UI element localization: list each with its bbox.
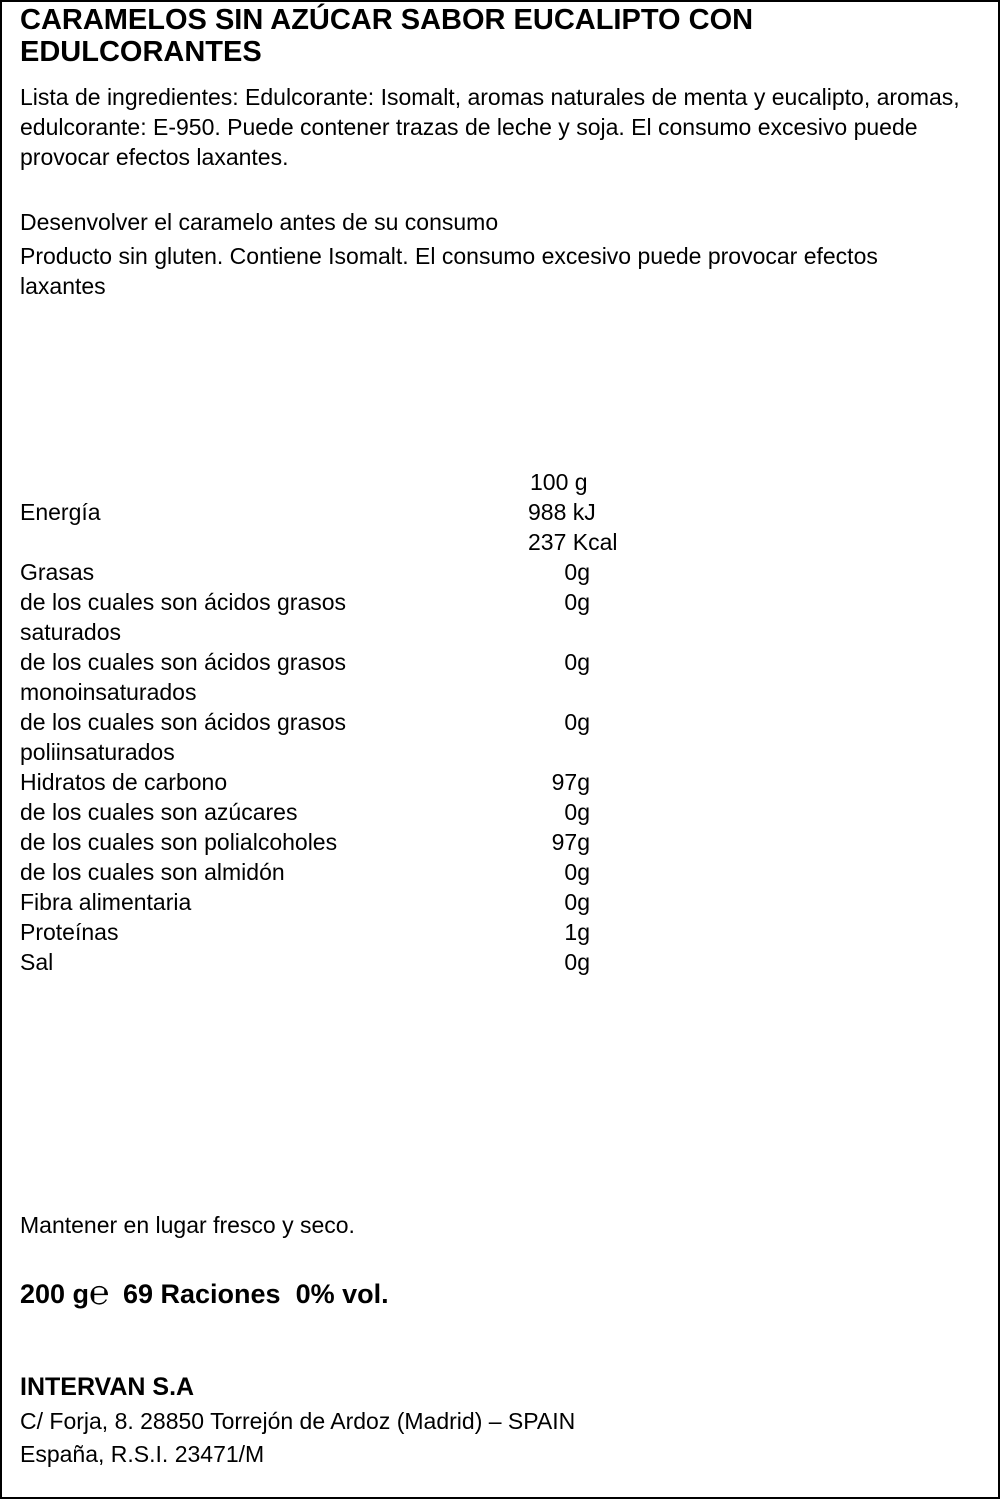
company-address: C/ Forja, 8. 28850 Torrejón de Ardoz (Madrid) – SPAIN <box>20 1408 576 1434</box>
nutrition-row <box>20 857 640 887</box>
energy-kj: 988 kJ <box>528 499 596 525</box>
nutrition-row <box>20 917 640 947</box>
nutrient-value: 0g <box>564 949 590 975</box>
nutrient-label: de los cuales son ácidos grasos monoinsaturados <box>20 649 347 705</box>
nutrient-label: Sal <box>20 949 54 975</box>
nutrient-label: de los cuales son ácidos grasos poliinsaturados <box>20 709 347 765</box>
nutrition-row <box>20 587 640 647</box>
nutrient-value: 0g <box>564 589 590 615</box>
portions: 69 Raciones <box>122 1279 281 1309</box>
nutrient-value: 97g <box>551 829 590 855</box>
ingredients-list: Lista de ingredientes: Edulcorante: Isomalt, aromas naturales de menta y eucalipto, aromas, edulcorante: E-950. Puede contener trazas de leche y soja. El consumo excesivo puede provocar efectos laxantes. <box>20 84 960 170</box>
energy-label: Energía <box>20 499 101 525</box>
nutrient-label: de los cuales son ácidos grasos saturados <box>20 589 347 645</box>
nutrient-label: de los cuales son almidón <box>20 859 285 885</box>
nutrition-row <box>20 797 640 827</box>
nutrition-row <box>20 827 640 857</box>
nutrient-value: 0g <box>564 889 590 915</box>
nutrient-value: 0g <box>564 649 590 675</box>
company-name: INTERVAN S.A <box>20 1373 195 1401</box>
unwrap-note: Desenvolver el caramelo antes de su consumo <box>20 209 499 235</box>
product-title: CARAMELOS SIN AZÚCAR SABOR EUCALIPTO CON EDULCORANTES <box>20 4 754 68</box>
nutrient-value: 0g <box>564 559 590 585</box>
nutrient-value: 0g <box>564 859 590 885</box>
company-rsi: España, R.S.I. 23471/M <box>20 1441 265 1467</box>
nutrient-label: Fibra alimentaria <box>20 889 192 915</box>
nutrient-label: de los cuales son azúcares <box>20 799 298 825</box>
nutrition-row <box>20 767 640 797</box>
nutrient-label: Proteínas <box>20 919 119 945</box>
nutrition-row <box>20 557 640 587</box>
nutrient-value: 0g <box>564 799 590 825</box>
nutrient-value: 1g <box>564 919 590 945</box>
nutrient-value: 97g <box>551 769 590 795</box>
nutrition-row <box>20 707 640 767</box>
nutrient-value: 0g <box>564 709 590 735</box>
nutrient-label: Grasas <box>20 559 95 585</box>
nutrition-per-header: 100 g <box>530 469 588 495</box>
energy-kcal: 237 Kcal <box>528 529 618 555</box>
nutrition-row-energy <box>20 497 640 557</box>
storage-note: Mantener en lugar fresco y seco. <box>20 1212 355 1238</box>
net-weight: 200 g <box>20 1279 90 1309</box>
alcohol-volume: 0% vol. <box>295 1279 389 1309</box>
nutrition-row <box>20 647 640 707</box>
gluten-note: Producto sin gluten. Contiene Isomalt. El consumo excesivo puede provocar efectos laxantes <box>20 243 878 299</box>
nutrition-row <box>20 887 640 917</box>
nutrition-table <box>20 497 640 977</box>
net-content-line <box>20 1276 389 1310</box>
nutrient-label: de los cuales son polialcoholes <box>20 829 338 855</box>
estimated-sign-icon: ℮ <box>89 1274 110 1312</box>
nutrition-row <box>20 947 640 977</box>
nutrient-label: Hidratos de carbono <box>20 769 228 795</box>
